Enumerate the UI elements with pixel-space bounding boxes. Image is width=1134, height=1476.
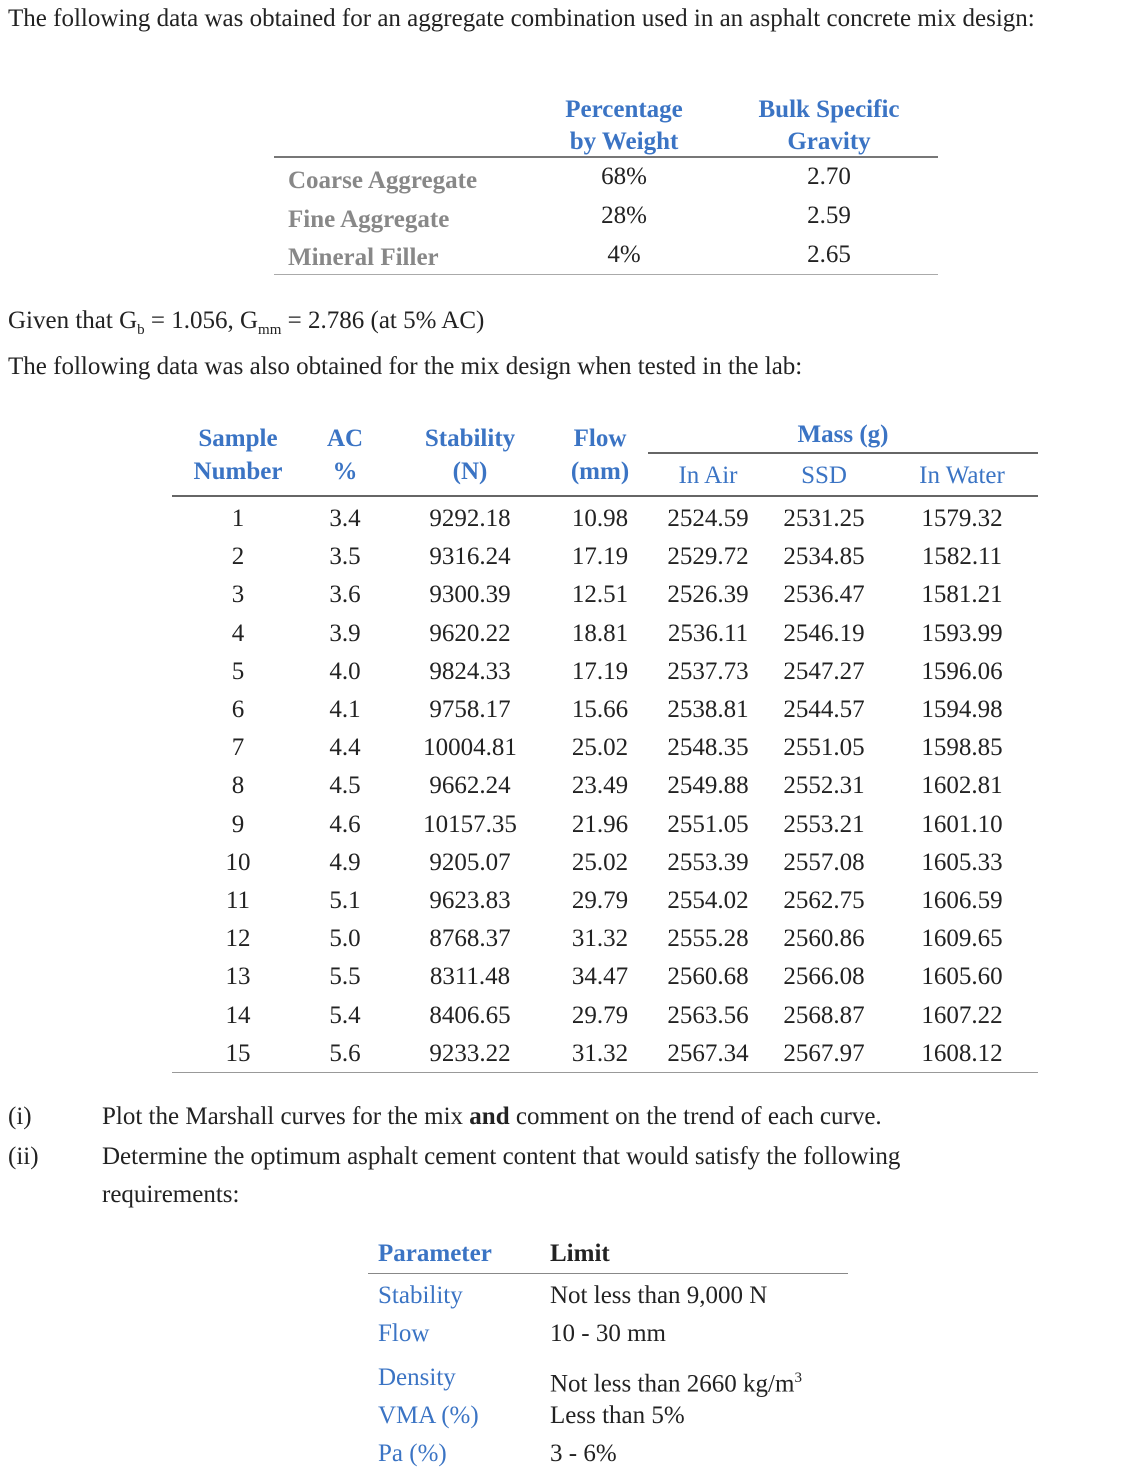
- header-mass: Mass (g): [797, 421, 889, 448]
- question-i-text: Plot the Marshall curves for the mix and comment on the trend of each curve.: [102, 1103, 882, 1130]
- in-water-cell: 1598.85: [921, 734, 1003, 762]
- stability-cell: 9620.22: [429, 619, 511, 647]
- table-row: [172, 1035, 1038, 1073]
- table-row: [172, 997, 1038, 1035]
- stability-cell: 9662.24: [429, 772, 511, 800]
- stability-cell: 9824.33: [429, 657, 511, 685]
- table-row: [172, 729, 1038, 767]
- stability-cell: 9205.07: [429, 848, 511, 876]
- table-row: [172, 767, 1038, 805]
- sample-cell: 14: [225, 1001, 251, 1029]
- flow-cell: 31.32: [571, 1039, 629, 1067]
- header-parameter: Parameter: [378, 1240, 492, 1267]
- stability-cell: 8406.65: [429, 1001, 511, 1029]
- ac-cell: 3.9: [329, 619, 361, 647]
- req-row: Stability Not less than 9,000 N: [378, 1282, 768, 1309]
- intro-paragraph: The following data was obtained for an aggregate combination used in an asphalt concrete mix design:: [8, 5, 1035, 32]
- table-row: [172, 653, 1038, 691]
- sample-cell: 5: [231, 657, 245, 685]
- sample-cell: 4: [231, 619, 245, 647]
- lab-intro: The following data was also obtained for the mix design when tested in the lab:: [8, 353, 803, 380]
- in-air-cell: 2529.72: [667, 543, 749, 571]
- ac-cell: 4.1: [329, 696, 361, 723]
- sample-cell: 7: [231, 734, 245, 762]
- question-ii-line1: Determine the optimum asphalt cement content that would satisfy the following: [102, 1143, 901, 1170]
- sample-cell: 6: [231, 696, 245, 723]
- in-water-cell: 1605.33: [921, 848, 1003, 876]
- in-air-cell: 2555.28: [667, 925, 749, 953]
- row-bsg: 2.70: [807, 163, 851, 190]
- in-water-cell: 1601.10: [921, 810, 1003, 838]
- ssd-cell: 2560.86: [783, 925, 865, 953]
- ac-cell: 3.5: [329, 543, 361, 571]
- header-limit: Limit: [550, 1240, 610, 1267]
- sample-cell: 1: [231, 505, 245, 532]
- in-air-cell: 2549.88: [667, 772, 749, 800]
- in-water-cell: 1602.81: [921, 772, 1003, 800]
- header-ssd: SSD: [801, 462, 847, 489]
- sample-cell: 2: [231, 543, 245, 571]
- flow-cell: 25.02: [571, 734, 629, 762]
- flow-cell: 25.02: [571, 848, 629, 876]
- req-row: Pa (%) 3 - 6%: [378, 1440, 617, 1467]
- header-in-air: In Air: [678, 462, 738, 489]
- table-bottom-rule: [172, 1072, 1038, 1073]
- sample-cell: 15: [225, 1039, 251, 1067]
- ssd-cell: 2531.25: [783, 505, 865, 532]
- flow-cell: 29.79: [571, 1001, 629, 1029]
- given-line: Given that $G_b = 1.056$, $G_{mm} = 2.786$ (at 5% AC): [8, 307, 485, 338]
- stability-cell: 9316.24: [429, 543, 511, 571]
- question-ii-line2: requirements:: [102, 1181, 240, 1208]
- flow-cell: 31.32: [571, 925, 629, 953]
- flow-cell: 18.81: [571, 619, 629, 647]
- ac-cell: 3.4: [329, 505, 361, 532]
- ssd-cell: 2552.31: [783, 772, 865, 800]
- stability-cell: 10004.81: [423, 734, 517, 762]
- sample-cell: 10: [225, 848, 251, 876]
- table-row: [172, 882, 1038, 920]
- flow-cell: 23.49: [571, 772, 629, 800]
- question-ii-num: (ii): [8, 1143, 39, 1170]
- ssd-cell: 2536.47: [783, 581, 865, 609]
- ac-cell: 5.1: [329, 887, 361, 914]
- in-air-cell: 2567.34: [667, 1039, 749, 1067]
- table-row: [172, 500, 1038, 538]
- stability-cell: 8768.37: [429, 925, 511, 953]
- ac-cell: 5.6: [329, 1039, 361, 1067]
- header-sample-number: Sample Number: [193, 425, 283, 485]
- sample-cell: 9: [231, 810, 245, 838]
- ac-cell: 5.4: [329, 1001, 361, 1029]
- in-air-cell: 2553.39: [667, 848, 749, 876]
- in-air-cell: 2563.56: [667, 1001, 749, 1029]
- header-in-water: In Water: [919, 462, 1005, 489]
- ac-cell: 3.6: [329, 581, 361, 609]
- flow-cell: 15.66: [571, 696, 629, 723]
- sample-cell: 11: [225, 887, 251, 914]
- ssd-cell: 2534.85: [783, 543, 865, 571]
- in-air-cell: 2538.81: [667, 696, 749, 723]
- header-ac: AC %: [326, 425, 364, 485]
- in-water-cell: 1605.60: [921, 963, 1003, 991]
- flow-cell: 10.98: [571, 505, 629, 532]
- in-water-cell: 1593.99: [921, 619, 1003, 647]
- table-row: [172, 615, 1038, 653]
- header-flow: Flow (mm): [570, 425, 630, 485]
- lab-data-table: [172, 418, 1038, 1078]
- flow-cell: 34.47: [571, 963, 629, 991]
- stability-cell: 9758.17: [429, 696, 511, 723]
- ac-cell: 4.4: [329, 734, 361, 762]
- in-water-cell: 1607.22: [921, 1001, 1003, 1029]
- table-row: [172, 920, 1038, 958]
- row-pct: 68%: [601, 163, 647, 190]
- in-water-cell: 1596.06: [921, 657, 1003, 685]
- flow-cell: 21.96: [571, 810, 629, 838]
- stability-cell: 10157.35: [423, 810, 517, 838]
- ac-cell: 4.6: [329, 810, 361, 838]
- in-water-cell: 1581.21: [921, 581, 1003, 609]
- stability-cell: 9233.22: [429, 1039, 511, 1067]
- req-row: VMA (%) Less than 5%: [378, 1402, 685, 1429]
- table-row: [172, 806, 1038, 844]
- header-bulk-specific-gravity: Bulk Specific Gravity: [758, 96, 900, 155]
- stability-cell: 8311.48: [429, 963, 511, 991]
- ac-cell: 4.5: [329, 772, 361, 800]
- ssd-cell: 2557.08: [783, 848, 865, 876]
- in-water-cell: 1609.65: [921, 925, 1003, 953]
- in-air-cell: 2526.39: [667, 581, 749, 609]
- in-air-cell: 2554.02: [667, 887, 749, 914]
- in-air-cell: 2537.73: [667, 657, 749, 685]
- in-water-cell: 1594.98: [921, 696, 1003, 723]
- ssd-cell: 2547.27: [783, 657, 865, 685]
- header-percentage: Percentage by Weight: [565, 96, 683, 155]
- table-row: [172, 844, 1038, 882]
- ssd-cell: 2567.97: [783, 1039, 865, 1067]
- row-pct: 28%: [601, 202, 647, 229]
- flow-cell: 12.51: [571, 581, 629, 609]
- table-row: [172, 691, 1038, 729]
- sample-cell: 8: [231, 772, 245, 800]
- header-stability: Stability (N): [424, 425, 516, 485]
- ssd-cell: 2568.87: [783, 1001, 865, 1029]
- question-i-num: (i): [8, 1103, 32, 1130]
- ssd-cell: 2551.05: [783, 734, 865, 762]
- in-water-cell: 1608.12: [921, 1039, 1003, 1067]
- ac-cell: 5.5: [329, 963, 361, 991]
- req-row: Flow 10 - 30 mm: [378, 1320, 666, 1347]
- sample-cell: 3: [231, 581, 245, 609]
- flow-cell: 17.19: [571, 657, 629, 685]
- table-row: [172, 576, 1038, 614]
- ssd-cell: 2553.21: [783, 810, 865, 838]
- req-header-rule: [368, 1273, 848, 1274]
- req-row: Density Not less than 2660 $kg/m^3$: [378, 1364, 802, 1398]
- ac-cell: 4.9: [329, 848, 361, 876]
- bottom-rule: [274, 274, 938, 275]
- in-air-cell: 2551.05: [667, 810, 749, 838]
- sample-cell: 13: [225, 963, 251, 991]
- header-bottom-rule: [172, 495, 1038, 497]
- in-water-cell: 1582.11: [921, 543, 1003, 571]
- in-water-cell: 1579.32: [921, 505, 1003, 532]
- ssd-cell: 2562.75: [783, 887, 865, 914]
- in-water-cell: 1606.59: [921, 887, 1003, 914]
- row-label: Mineral Filler: [288, 244, 439, 271]
- table-row: [172, 538, 1038, 576]
- table-row: [172, 958, 1038, 996]
- stability-cell: 9623.83: [429, 887, 511, 914]
- ac-cell: 5.0: [329, 925, 361, 953]
- sample-cell: 12: [225, 925, 251, 953]
- stability-cell: 9300.39: [429, 581, 511, 609]
- ssd-cell: 2566.08: [783, 963, 865, 991]
- row-label: Coarse Aggregate: [288, 167, 478, 194]
- in-air-cell: 2548.35: [667, 734, 749, 762]
- row-bsg: 2.59: [807, 202, 851, 229]
- flow-cell: 29.79: [571, 887, 629, 914]
- stability-cell: 9292.18: [429, 505, 511, 532]
- in-air-cell: 2560.68: [667, 963, 749, 991]
- in-air-cell: 2536.11: [667, 619, 749, 647]
- ssd-cell: 2546.19: [783, 619, 865, 647]
- mass-rule: [648, 452, 1038, 454]
- ssd-cell: 2544.57: [783, 696, 865, 723]
- row-pct: 4%: [607, 241, 641, 268]
- flow-cell: 17.19: [571, 543, 629, 571]
- in-air-cell: 2524.59: [667, 505, 749, 532]
- row-label: Fine Aggregate: [288, 206, 450, 233]
- ac-cell: 4.0: [329, 657, 361, 685]
- row-bsg: 2.65: [807, 241, 851, 268]
